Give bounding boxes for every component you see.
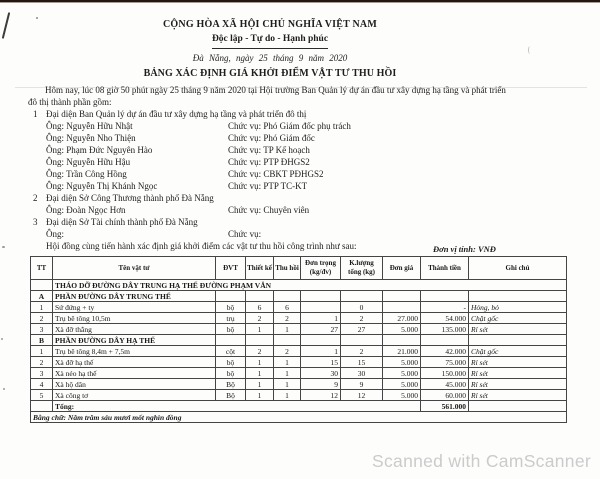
table-cell [301,335,341,346]
camscanner-watermark: Scanned with CamScanner [372,451,591,471]
table-cell [274,335,301,346]
table-cell: 1 [31,302,53,313]
table-cell [383,291,421,302]
table-cell [383,335,421,346]
table-cell: 1 [246,368,274,379]
attendee-name: Ông: Nguyễn Hữu Hậu [46,157,131,167]
table-cell: bộ [216,302,246,313]
materials-table [30,256,567,423]
table-cell: 1 [301,313,341,324]
table-cell: 1 [274,368,301,379]
attendee-group-heading [28,192,578,204]
group-title: Đại diện Sở Tài chính thành phố Đà Nẵng [46,217,198,227]
table-cell: 1 [274,324,301,335]
table-cell: 5.000 [383,357,421,368]
section-name-cell: PHẦN ĐƯỜNG DÂY HẠ THẾ [53,335,216,346]
note-cell: Chặt gốc [469,346,567,357]
note-cell: Rỉ sét [469,357,567,368]
edge-speck [1,338,3,340]
item-name-cell: Trụ bê tông 8,4m + 7,5m [53,346,216,357]
intro-line-1: Hôm nay, lúc 08 giờ 50 phút ngày 25 tháng 9 năm 2020 tại Hội trường Ban Quản lý dự án đầu tư xây dựng hạ tầng và phát triển [45,85,506,95]
table-row-item [31,302,567,313]
item-name-cell: Xà hộ dân [53,379,216,390]
table-cell [421,335,469,346]
table-cell: 27 [301,324,341,335]
table-cell [469,401,567,412]
attendee-role: Chức vụ: PTP ĐHGS2 [228,157,310,167]
table-cell: bộ [216,368,246,379]
attendee-row [46,156,578,168]
table-cell [31,280,53,291]
item-name-cell: Sứ đứng + ty [53,302,216,313]
table-cell: 2 [274,346,301,357]
table-cell: 5.000 [383,379,421,390]
note-cell: Rỉ sét [469,368,567,379]
section-name-cell: PHẦN ĐƯỜNG DÂY TRUNG THẾ [53,291,216,302]
attendee-name: Ông: Trần Công Hồng [46,169,127,179]
attendee-name: Ông: Phạm Đức Nguyên Hào [46,145,153,155]
attendee-row [46,180,578,192]
table-cell [274,291,301,302]
table-cell: 1 [246,357,274,368]
item-name-cell: Xà công tơ [53,390,216,401]
table-cell: 3 [31,324,53,335]
attendee-row [46,228,578,240]
table-cell: 1 [246,324,274,335]
table-cell: 30 [341,368,383,379]
motto: Độc lập - Tự do - Hạnh phúc [211,34,329,44]
edge-speck [3,388,5,390]
table-row-item [31,390,567,401]
group-title: Đại diện Sở Công Thương thành phố Đà Nẵng [46,193,214,203]
table-cell: 30 [301,368,341,379]
attendee-name: Ông: Nguyễn Thị Khánh Ngọc [46,181,158,191]
table-row-item [31,379,567,390]
dateline: Đà Nẵng, ngày 25 tháng 9 năm 2020 [192,53,348,63]
attendee-role: Chức vụ: PTP TC-KT [228,181,308,191]
col-header-don-gia: Đơn giá [383,257,421,280]
col-header-tt: TT [31,257,53,280]
table-cell: 135.000 [421,324,469,335]
table-cell: B [31,335,53,346]
table-cell [383,302,421,313]
table-cell: Bộ [216,379,246,390]
table-cell: 6 [274,302,301,313]
table-cell: 1 [274,357,301,368]
note-cell: Hỏng, bỏ [469,302,567,313]
table-row-span [31,280,567,291]
scan-edge-strip-shadow [0,2,600,3]
table-cell: 3 [31,368,53,379]
table-cell: 5 [31,390,53,401]
intro-line-2: đô thị thành phần gồm: [28,97,112,107]
table-cell: 45.000 [421,379,469,390]
table-cell: 54.000 [421,313,469,324]
table-cell: 15 [341,357,383,368]
table-row-total [31,401,567,412]
pre-table-line: Hội đồng cùng tiến hành xác định giá khởi điểm các vật tư thu hồi công trình như sau: [46,241,357,251]
note-cell: Chặt gốc [469,313,567,324]
note-cell: Rỉ sét [469,379,567,390]
attendee-role: Chức vụ: CBKT PĐHGS2 [228,169,324,179]
item-name-cell: Xà đỡ hạ thế [53,357,216,368]
total-label-cell: Tổng: [53,401,421,412]
group-number: 3 [33,217,38,227]
total-value-cell: 561.000 [421,401,469,412]
attendee-role: Chức vụ: [228,229,262,239]
col-header-thanh-tien: Thành tiền [421,257,469,280]
attendee-row [46,144,578,156]
attendee-name: Ông: Đoàn Ngọc Hơn [46,205,126,215]
attendee-name: Ông: Nguyễn Nho Thiện [46,133,136,143]
table-cell [301,302,341,313]
note-cell: Rỉ sét [469,390,567,401]
motto-underline [212,48,328,49]
table-cell: 2 [341,346,383,357]
table-cell: 12 [341,390,383,401]
table-cell: 9 [301,379,341,390]
attendee-name: Ông: Nguyễn Hữu Nhật [46,121,133,131]
table-row-item [31,346,567,357]
table-row-item [31,324,567,335]
attendee-role: Chức vụ: Chuyên viên [228,205,310,215]
group-number: 1 [33,109,38,119]
edge-speck [2,246,5,248]
table-row-words [31,412,567,423]
table-cell: Bộ [216,390,246,401]
table-cell: 9 [341,379,383,390]
col-header-don-trong: Đơn trọng (kg/đv) [301,257,341,280]
table-cell: 2 [31,357,53,368]
table-cell [216,291,246,302]
table-cell: 150.000 [421,368,469,379]
amount-in-words-cell: Bằng chữ: Năm trăm sáu mươi mốt nghìn đồng [31,412,567,423]
item-name-cell: Xà néo hạ thế [53,368,216,379]
table-cell [31,401,53,412]
attendee-role: Chức vụ: Phó Giám đốc phụ trách [228,121,351,131]
attendee-name: Ông: [46,229,64,239]
table-cell: 75.000 [421,357,469,368]
table-cell [341,335,383,346]
table-cell: 1 [246,379,274,390]
table-cell: 2 [246,313,274,324]
table-header-row [31,257,567,280]
table-cell: 27.000 [383,313,421,324]
table-cell [469,291,567,302]
table-cell [216,335,246,346]
group-title: Đại diện Ban Quản lý dự án đầu tư xây dựng hạ tầng và phát triển đô thị [46,109,307,119]
table-row-item [31,313,567,324]
table-cell: 21.000 [383,346,421,357]
col-header-thu-hoi: Thu hồi [274,257,301,280]
unit-note: Đơn vị tính: VNĐ [433,244,496,254]
table-cell: - [421,302,469,313]
attendee-row [46,120,578,132]
table-cell: bộ [216,357,246,368]
table-row-item [31,368,567,379]
attendee-row [46,168,578,180]
table-cell: 6 [246,302,274,313]
attendee-group-heading [28,108,578,120]
table-cell: 15 [301,357,341,368]
table-cell: 60.000 [421,390,469,401]
table-cell: A [31,291,53,302]
document-body [28,84,578,252]
attendee-group-heading [28,216,578,228]
national-header: CỘNG HÒA XÃ HỘI CHỦ NGHĨA VIỆT NAM [163,19,377,30]
table-cell [421,291,469,302]
table-row-item [31,357,567,368]
table-cell: 1 [274,390,301,401]
table-cell: 5.000 [383,368,421,379]
attendee-role: Chức vụ: Phó Giám đốc [228,133,315,143]
table-cell: cột [216,346,246,357]
table-row-section [31,335,567,346]
attendee-row [46,204,578,216]
table-cell: 42.000 [421,346,469,357]
table-cell: 12 [301,390,341,401]
table-cell: 0 [341,302,383,313]
table-body [31,280,567,423]
table-cell: 2 [31,313,53,324]
table-cell: 1 [246,390,274,401]
table-cell [246,335,274,346]
note-cell: Rỉ sét [469,324,567,335]
table-cell: trụ [216,313,246,324]
col-header-ghi-chu: Ghi chú [469,257,567,280]
table-cell: 1 [274,379,301,390]
table-cell [246,291,274,302]
table-cell: 5.000 [383,390,421,401]
item-name-cell: Xà đỡ thẳng [53,324,216,335]
col-header-dvt: ĐVT [216,257,246,280]
table-cell: 2 [246,346,274,357]
col-header-ten-vat-tu: Tên vật tư [53,257,216,280]
table-cell: bộ [216,324,246,335]
table-row-section [31,291,567,302]
group-span-cell: THÁO DỠ ĐƯỜNG DÂY TRUNG HẠ THẾ ĐƯỜNG PHẠM VĂN [53,280,567,291]
attendee-role: Chức vụ: TP Kế hoạch [228,145,310,155]
attendee-row [46,132,578,144]
table-cell [469,335,567,346]
item-name-cell: Trụ bê tông 10,5m [53,313,216,324]
group-number: 2 [33,193,38,203]
table-cell: 1 [301,346,341,357]
table-cell: 4 [31,379,53,390]
table-cell: 27 [341,324,383,335]
table-cell: 2 [341,313,383,324]
table-cell [341,291,383,302]
col-header-thiet-ke: Thiết kế [246,257,274,280]
col-header-k-luong: K.lượng tổng (kg) [341,257,383,280]
table-cell: 2 [274,313,301,324]
page-title: BẢNG XÁC ĐỊNH GIÁ KHỞI ĐIỂM VẬT TƯ THU HỒI [143,68,397,79]
table-cell [301,291,341,302]
table-cell: 1 [31,346,53,357]
table-cell: 5.000 [383,324,421,335]
